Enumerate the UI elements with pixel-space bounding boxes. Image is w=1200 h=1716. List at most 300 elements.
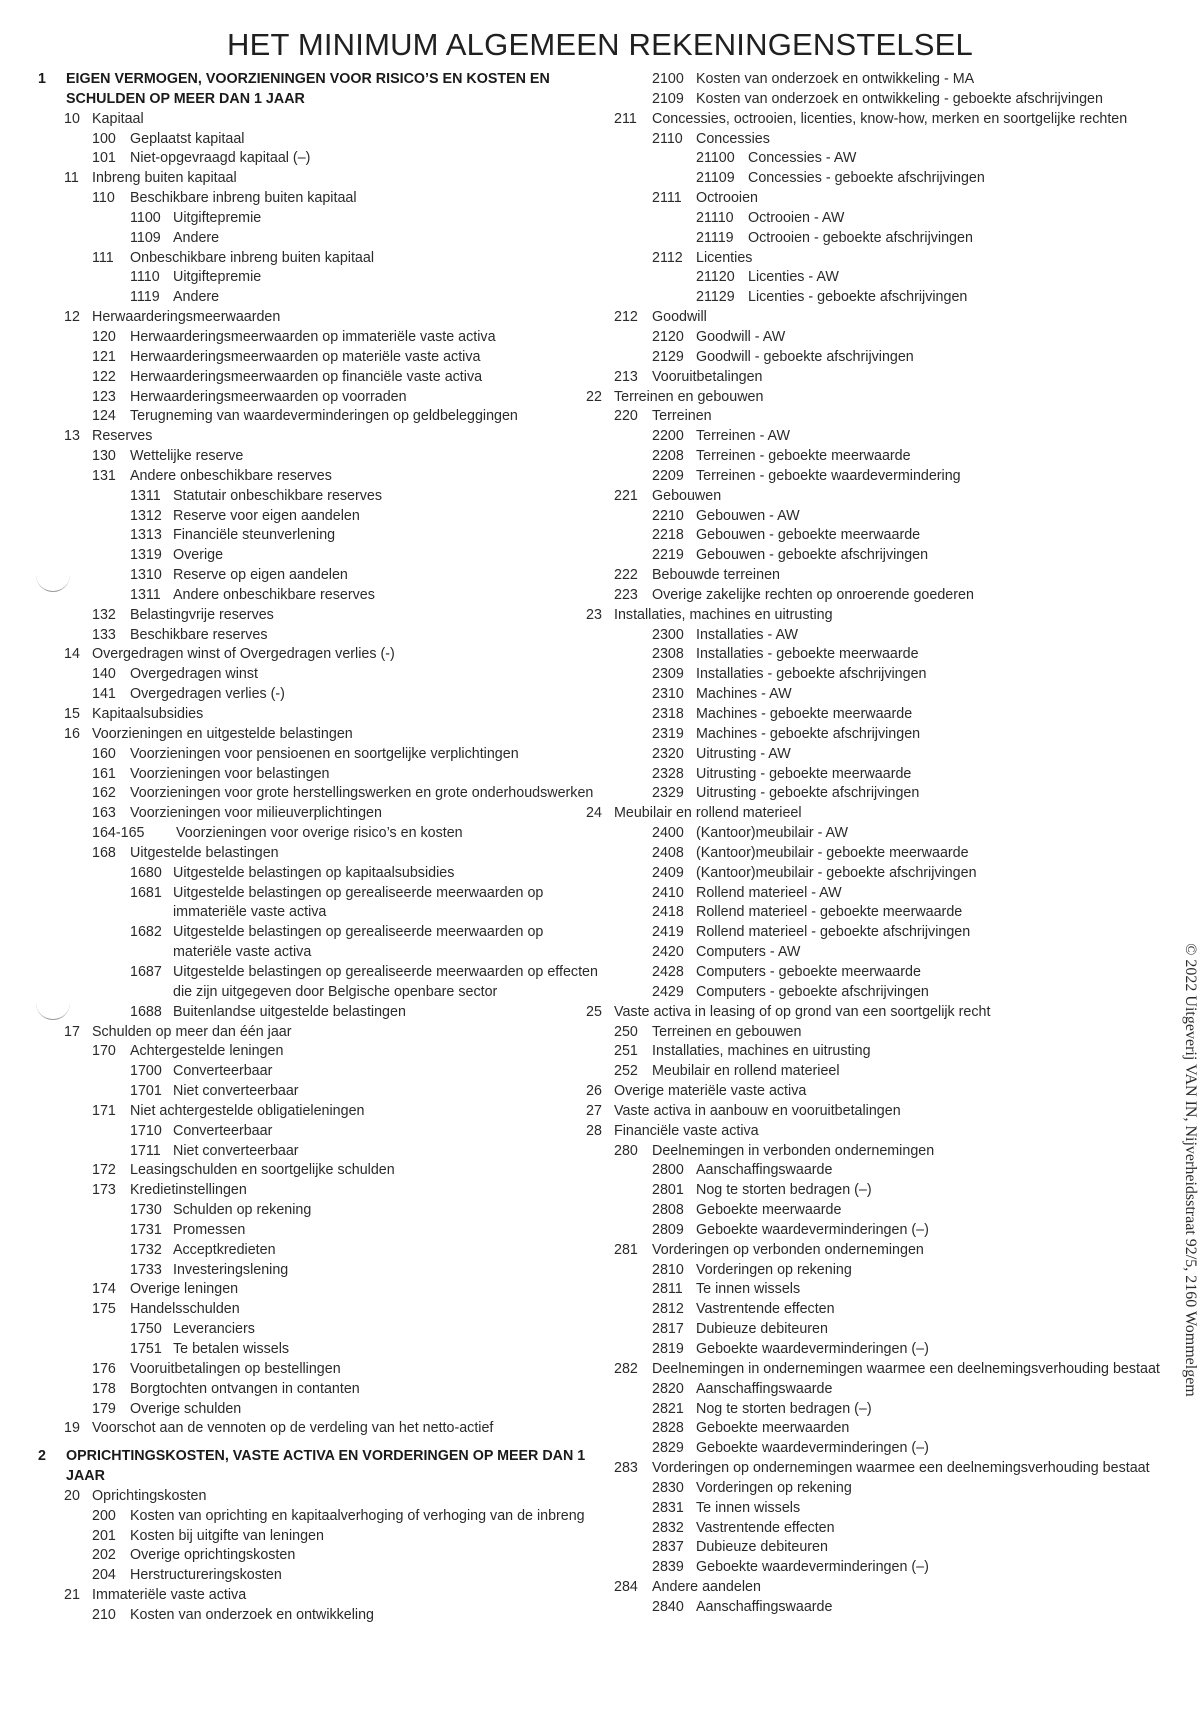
account-row (618, 1280, 1178, 1300)
account-label: Beschikbare inbreng buiten kapitaal (130, 190, 357, 207)
account-row (618, 348, 1178, 368)
account-label: Licenties - geboekte afschrijvingen (748, 289, 968, 306)
account-row (618, 546, 1178, 566)
section-heading (38, 70, 598, 110)
account-code: 2828 (652, 1420, 684, 1437)
account-label: Vooruitbetalingen op bestellingen (130, 1360, 341, 1377)
account-code: 1 (38, 71, 46, 87)
account-code: 2831 (652, 1499, 684, 1516)
account-label: Andere onbeschikbare reserves (130, 467, 332, 484)
account-label: Borgtochten ontvangen in contanten (130, 1380, 360, 1397)
account-code: 20 (64, 1487, 80, 1504)
account-row (614, 1459, 1178, 1479)
account-code: 2318 (652, 706, 684, 722)
account-row (38, 1201, 598, 1221)
account-code: 2129 (652, 348, 684, 365)
account-code: 22 (586, 388, 602, 405)
account-code: 2812 (652, 1301, 684, 1318)
account-row (38, 229, 598, 249)
account-code: 202 (92, 1547, 116, 1564)
account-label: Aanschaffingswaarde (696, 1598, 833, 1615)
account-row (38, 1221, 598, 1241)
account-row (38, 1487, 598, 1507)
account-label: Oprichtingskosten (92, 1487, 207, 1504)
account-code: 164-165 (92, 825, 145, 842)
account-row (618, 268, 1178, 288)
account-label: Achtergestelde leningen (130, 1043, 284, 1060)
account-row (618, 507, 1178, 527)
account-code: 174 (92, 1281, 116, 1298)
account-code: 123 (92, 388, 116, 405)
account-code: 162 (92, 785, 116, 802)
account-row (38, 1400, 598, 1420)
account-label: Machines - geboekte afschrijvingen (696, 725, 921, 742)
account-label: Onbeschikbare inbreng buiten kapitaal (130, 249, 375, 266)
account-label: Kosten van onderzoek en ontwikkeling (130, 1606, 374, 1623)
account-code: 282 (614, 1360, 638, 1377)
account-row (38, 1142, 598, 1162)
account-row (618, 626, 1178, 646)
account-row (618, 1181, 1178, 1201)
account-row (618, 784, 1178, 804)
account-label: Installaties - geboekte meerwaarde (696, 646, 919, 663)
account-label: Concessies, octrooien, licenties, know-how, merken en soortgelijke rechten (652, 110, 1128, 127)
account-row (618, 1479, 1178, 1499)
account-row (618, 1400, 1178, 1420)
account-label: Concessies - geboekte afschrijvingen (748, 170, 985, 187)
account-row (38, 1161, 598, 1181)
account-label: Overige materiële vaste activa (614, 1083, 807, 1100)
account-row (38, 308, 598, 328)
account-row (586, 1003, 1178, 1023)
account-label: Terreinen en gebouwen (614, 388, 764, 405)
account-label: Vorderingen op rekening (696, 1479, 852, 1496)
account-code: 132 (92, 606, 116, 623)
account-code: 1310 (130, 567, 162, 584)
account-label: Nog te storten bedragen (–) (696, 1182, 872, 1199)
account-code: 178 (92, 1380, 116, 1397)
account-row (38, 427, 598, 447)
account-label: Octrooien - geboekte afschrijvingen (748, 229, 973, 246)
account-row (38, 685, 598, 705)
account-row (618, 725, 1178, 745)
account-label: Nog te storten bedragen (–) (696, 1400, 872, 1417)
account-row (586, 1102, 1178, 1122)
account-code: 2832 (652, 1519, 684, 1536)
account-label: Vooruitbetalingen (652, 368, 763, 385)
account-label: Voorzieningen voor belastingen (130, 765, 330, 782)
account-code: 220 (614, 408, 638, 425)
account-code: 2409 (652, 864, 684, 881)
account-row (38, 923, 598, 963)
account-code: 110 (92, 190, 115, 207)
account-code: 121 (92, 348, 116, 365)
account-label: Uitrusting - geboekte meerwaarde (696, 765, 912, 782)
account-label: Overige leningen (130, 1281, 239, 1298)
account-row (614, 1042, 1178, 1062)
account-label: Voorzieningen voor grote herstellingswerken en grote onderhoudswerken (130, 785, 594, 802)
account-row (38, 328, 598, 348)
account-label: Octrooien (696, 190, 758, 207)
account-row (618, 963, 1178, 983)
account-label: Overgedragen verlies (-) (130, 686, 285, 703)
account-label: Beschikbare reserves (130, 626, 268, 643)
account-row (586, 606, 1178, 626)
account-row (38, 626, 598, 646)
account-code: 221 (614, 487, 638, 504)
account-label: Buitenlandse uitgestelde belastingen (173, 1003, 406, 1020)
account-code: 26 (586, 1083, 602, 1100)
account-code: 23 (586, 606, 602, 623)
page-title: HET MINIMUM ALGEMEEN REKENINGENSTELSEL (226, 26, 973, 62)
account-label: Computers - AW (696, 944, 801, 961)
account-label: Octrooien - AW (748, 209, 845, 226)
account-code: 213 (614, 368, 638, 385)
account-label: Vaste activa in aanbouw en vooruitbetalingen (614, 1102, 901, 1119)
account-code: 2200 (652, 428, 684, 445)
account-row (38, 487, 598, 507)
account-label: Gebouwen (652, 487, 722, 504)
account-row (38, 884, 598, 924)
account-code: 28 (586, 1122, 602, 1139)
account-row (38, 566, 598, 586)
account-code: 2308 (652, 646, 684, 663)
account-label: Deelnemingen in verbonden ondernemingen (652, 1142, 935, 1159)
account-label: Kosten bij uitgifte van leningen (130, 1527, 324, 1544)
account-code: 1751 (130, 1341, 162, 1357)
account-code: 1733 (130, 1261, 162, 1278)
account-label: Installaties, machines en uitrusting (614, 606, 833, 623)
account-code: 173 (92, 1182, 116, 1199)
account-label: Terreinen en gebouwen (652, 1023, 802, 1040)
account-row (618, 903, 1178, 923)
account-label: Gebouwen - geboekte meerwaarde (696, 527, 921, 544)
account-label: Kosten van oprichting en kapitaalverhoging of verhoging van de inbreng (130, 1507, 585, 1524)
account-code: 2809 (652, 1221, 684, 1238)
account-code: 2319 (652, 725, 684, 742)
account-label: Te innen wissels (696, 1499, 801, 1516)
account-label: Reserve op eigen aandelen (173, 567, 348, 584)
account-row (618, 1538, 1178, 1558)
account-row (38, 149, 598, 169)
account-code: 1701 (130, 1083, 162, 1100)
account-code: 2420 (652, 944, 684, 961)
account-label: Voorzieningen voor milieuverplichtingen (130, 805, 382, 822)
account-row (618, 1161, 1178, 1181)
account-code: 15 (64, 706, 80, 722)
account-row (38, 645, 598, 665)
account-code: 1311 (130, 586, 161, 603)
account-label: Licenties - AW (748, 269, 839, 286)
account-row (38, 1102, 598, 1122)
account-row (38, 388, 598, 408)
account-code: 21119 (696, 229, 734, 246)
account-code: 2800 (652, 1162, 684, 1179)
account-row (614, 110, 1178, 130)
account-code: 1750 (130, 1321, 162, 1338)
account-code: 21120 (696, 269, 735, 286)
account-label: Uitgiftepremie (173, 209, 262, 226)
account-row (38, 784, 598, 804)
account-row (38, 1082, 598, 1102)
account-label: Bebouwde terreinen (652, 567, 780, 584)
account-row (38, 1340, 598, 1360)
account-label: Terugneming van waardeverminderingen op geldbeleggingen (130, 408, 518, 425)
account-label: Goodwill - AW (696, 328, 786, 345)
account-code: 2419 (652, 924, 684, 941)
account-label: Vorderingen op ondernemingen waarmee een deelnemingsverhouding bestaat (652, 1460, 1150, 1477)
account-row (618, 1300, 1178, 1320)
account-code: 2 (38, 1448, 46, 1465)
account-label: Computers - geboekte afschrijvingen (696, 983, 929, 1000)
account-row (618, 923, 1178, 943)
account-label: Rollend materieel - geboekte meerwaarde (696, 904, 963, 921)
account-row (38, 1241, 598, 1261)
account-code: 2219 (652, 547, 684, 564)
account-code: 163 (92, 805, 116, 822)
account-code: 19 (64, 1420, 80, 1437)
section-gap (38, 1439, 598, 1447)
account-code: 111 (92, 249, 114, 266)
account-label: Voorzieningen voor overige risico’s en kosten (176, 825, 463, 842)
account-code: 1313 (130, 527, 162, 544)
account-label: Reserve voor eigen aandelen (173, 507, 360, 524)
account-row (618, 447, 1178, 467)
account-code: 2811 (652, 1281, 683, 1298)
account-row (618, 884, 1178, 904)
account-code: 2840 (652, 1598, 684, 1615)
account-label: Kredietinstellingen (130, 1182, 247, 1199)
account-row (38, 864, 598, 884)
account-row (38, 1606, 598, 1626)
account-code: 2829 (652, 1440, 684, 1457)
account-label: Kosten van onderzoek en ontwikkeling - MA (696, 71, 975, 87)
account-row (618, 427, 1178, 447)
account-label: Investeringslening (173, 1261, 289, 1278)
account-code: 223 (614, 586, 638, 603)
account-code: 141 (92, 686, 116, 703)
account-row (38, 1122, 598, 1142)
account-code: 252 (614, 1063, 638, 1080)
account-label: Overige schulden (130, 1400, 242, 1417)
account-label: Kapitaal (92, 110, 144, 127)
account-label: Herstructureringskosten (130, 1567, 282, 1584)
account-label: Andere onbeschikbare reserves (173, 586, 375, 603)
account-code: 14 (64, 646, 80, 663)
account-label: Voorschot aan de vennoten op de verdeling van het netto-actief (92, 1420, 494, 1437)
account-code: 2209 (652, 467, 684, 484)
account-code: 1730 (130, 1202, 162, 1219)
account-row (38, 1419, 598, 1439)
account-row (618, 1519, 1178, 1539)
account-label: Goodwill (652, 309, 707, 326)
account-row (614, 487, 1178, 507)
account-label: Overige oprichtingskosten (130, 1547, 296, 1564)
account-label: Voorzieningen voor pensioenen en soortgelijke verplichtingen (130, 745, 519, 762)
account-code: 2408 (652, 844, 684, 861)
account-row (586, 388, 1178, 408)
account-row (38, 130, 598, 150)
account-row (38, 745, 598, 765)
account-code: 2817 (652, 1321, 684, 1338)
copyright-text: © 2022 Uitgeverij VAN IN, Nijverheidsstraat 92/5, 2160 Wommelgem (1182, 943, 1199, 1397)
account-row (38, 1527, 598, 1547)
account-label: Uitrusting - AW (696, 745, 791, 762)
account-label: Geboekte waardeverminderingen (–) (696, 1341, 929, 1357)
account-code: 250 (614, 1023, 638, 1040)
account-label: Installaties - AW (696, 626, 798, 643)
account-code: 283 (614, 1460, 638, 1477)
account-row (38, 1360, 598, 1380)
account-label: Overige zakelijke rechten op onroerende goederen (652, 586, 974, 603)
account-row (38, 844, 598, 864)
account-label: Uitrusting - geboekte afschrijvingen (696, 785, 920, 802)
account-code: 24 (586, 805, 602, 822)
account-code: 2400 (652, 825, 684, 842)
account-label: Acceptkredieten (173, 1241, 276, 1258)
account-label: Uitgestelde belastingen op gerealiseerde meerwaarden op immateriële vaste activa (173, 884, 544, 921)
account-label: Te betalen wissels (173, 1341, 290, 1357)
account-code: 2819 (652, 1341, 684, 1357)
account-code: 168 (92, 844, 116, 861)
account-label: Gebouwen - geboekte afschrijvingen (696, 547, 929, 564)
account-row (38, 1003, 598, 1023)
account-code: 21129 (696, 289, 735, 306)
account-row (618, 645, 1178, 665)
account-code: 17 (64, 1023, 80, 1040)
account-row (38, 189, 598, 209)
account-row (614, 1241, 1178, 1261)
account-label: Uitgestelde belastingen op gerealiseerde meerwaarden op effecten die zijn uitgegeven door Belgische openbare sector (173, 963, 598, 1000)
account-row (614, 1578, 1178, 1598)
account-code: 1700 (130, 1063, 162, 1080)
account-label: Kosten van onderzoek en ontwikkeling - geboekte afschrijvingen (696, 90, 1103, 107)
account-row (618, 1439, 1178, 1459)
account-row (618, 288, 1178, 308)
account-label: Uitgiftepremie (173, 269, 262, 286)
account-code: 131 (92, 467, 116, 484)
account-label: Geplaatst kapitaal (130, 130, 245, 147)
account-row (38, 268, 598, 288)
account-row (38, 288, 598, 308)
account-row (38, 804, 598, 824)
account-label: Niet achtergestelde obligatieleningen (130, 1102, 365, 1119)
account-label: Statutair onbeschikbare reserves (173, 487, 383, 504)
account-row (614, 308, 1178, 328)
account-row (38, 1062, 598, 1082)
account-row (614, 407, 1178, 427)
account-label: Niet-opgevraagd kapitaal (–) (130, 150, 311, 167)
account-label: Overgedragen winst of Overgedragen verlies (-) (92, 646, 395, 663)
account-row (614, 1360, 1178, 1380)
section-heading (38, 1447, 598, 1487)
account-label: Schulden op rekening (173, 1202, 312, 1219)
account-label: Kapitaalsubsidies (92, 706, 204, 722)
account-code: 2830 (652, 1479, 684, 1496)
account-code: 1687 (130, 963, 162, 980)
account-row (618, 1598, 1178, 1618)
account-code: 2111 (652, 190, 682, 207)
account-list-left-column (38, 70, 598, 1626)
account-label: Leasingschulden en soortgelijke schulden (130, 1162, 395, 1179)
account-code: 2320 (652, 745, 684, 762)
account-code: 2218 (652, 527, 684, 544)
account-code: 122 (92, 368, 116, 385)
account-code: 2839 (652, 1559, 684, 1576)
account-row (618, 1221, 1178, 1241)
account-code: 1711 (130, 1142, 161, 1159)
account-label: Terreinen - geboekte meerwaarde (696, 448, 911, 465)
account-code: 1110 (130, 269, 160, 286)
account-code: 2410 (652, 884, 684, 901)
account-code: 200 (92, 1507, 116, 1524)
account-code: 1119 (130, 289, 160, 306)
account-label: Herwaarderingsmeerwaarden (92, 309, 281, 326)
account-label: Aanschaffingswaarde (696, 1380, 833, 1397)
account-row (38, 1280, 598, 1300)
account-code: 284 (614, 1579, 638, 1596)
account-label: Immateriële vaste activa (92, 1587, 247, 1604)
account-label: Dubieuze debiteuren (696, 1321, 828, 1338)
account-code: 1682 (130, 924, 162, 941)
account-row (618, 526, 1178, 546)
account-row (38, 1380, 598, 1400)
account-label: Herwaarderingsmeerwaarden op materiële vaste activa (130, 348, 481, 365)
account-row (38, 526, 598, 546)
account-label: Geboekte meerwaarde (696, 1202, 842, 1219)
account-row (614, 1023, 1178, 1043)
account-code: 176 (92, 1360, 116, 1377)
account-label: Uitgestelde belastingen op gerealiseerde meerwaarden op materiële vaste activa (173, 924, 544, 961)
account-row (618, 665, 1178, 685)
account-code: 1731 (130, 1221, 162, 1238)
account-row (38, 447, 598, 467)
account-code: 2300 (652, 626, 684, 643)
account-row (38, 1566, 598, 1586)
account-code: 124 (92, 408, 116, 425)
account-code: 2837 (652, 1539, 684, 1556)
account-label: Meubilair en rollend materieel (652, 1063, 840, 1080)
account-label: Goodwill - geboekte afschrijvingen (696, 348, 914, 365)
account-label: Inbreng buiten kapitaal (92, 170, 237, 187)
account-row (618, 745, 1178, 765)
account-row (618, 983, 1178, 1003)
account-label: Herwaarderingsmeerwaarden op immateriële vaste activa (130, 328, 496, 345)
account-row (38, 546, 598, 566)
account-code: 179 (92, 1400, 116, 1417)
account-label: Overige (173, 547, 224, 564)
account-label: Installaties, machines en uitrusting (652, 1043, 871, 1060)
account-label: Voorzieningen en uitgestelde belastingen (92, 725, 353, 742)
account-code: 2112 (652, 249, 683, 266)
account-label: Financiële vaste activa (614, 1122, 759, 1139)
account-label: Vaste activa in leasing of op grond van een soortgelijk recht (614, 1003, 991, 1020)
account-row (38, 1042, 598, 1062)
account-code: 21110 (696, 209, 734, 226)
account-row (618, 169, 1178, 189)
account-code: 204 (92, 1567, 116, 1584)
account-code: 2120 (652, 328, 684, 345)
account-row (618, 229, 1178, 249)
account-code: 21 (64, 1587, 80, 1604)
account-code: 120 (92, 328, 116, 345)
account-row (618, 685, 1178, 705)
account-row (618, 467, 1178, 487)
account-code: 133 (92, 626, 116, 643)
account-label: (Kantoor)meubilair - geboekte meerwaarde (696, 844, 969, 861)
account-code: 280 (614, 1142, 638, 1159)
account-row (618, 189, 1178, 209)
